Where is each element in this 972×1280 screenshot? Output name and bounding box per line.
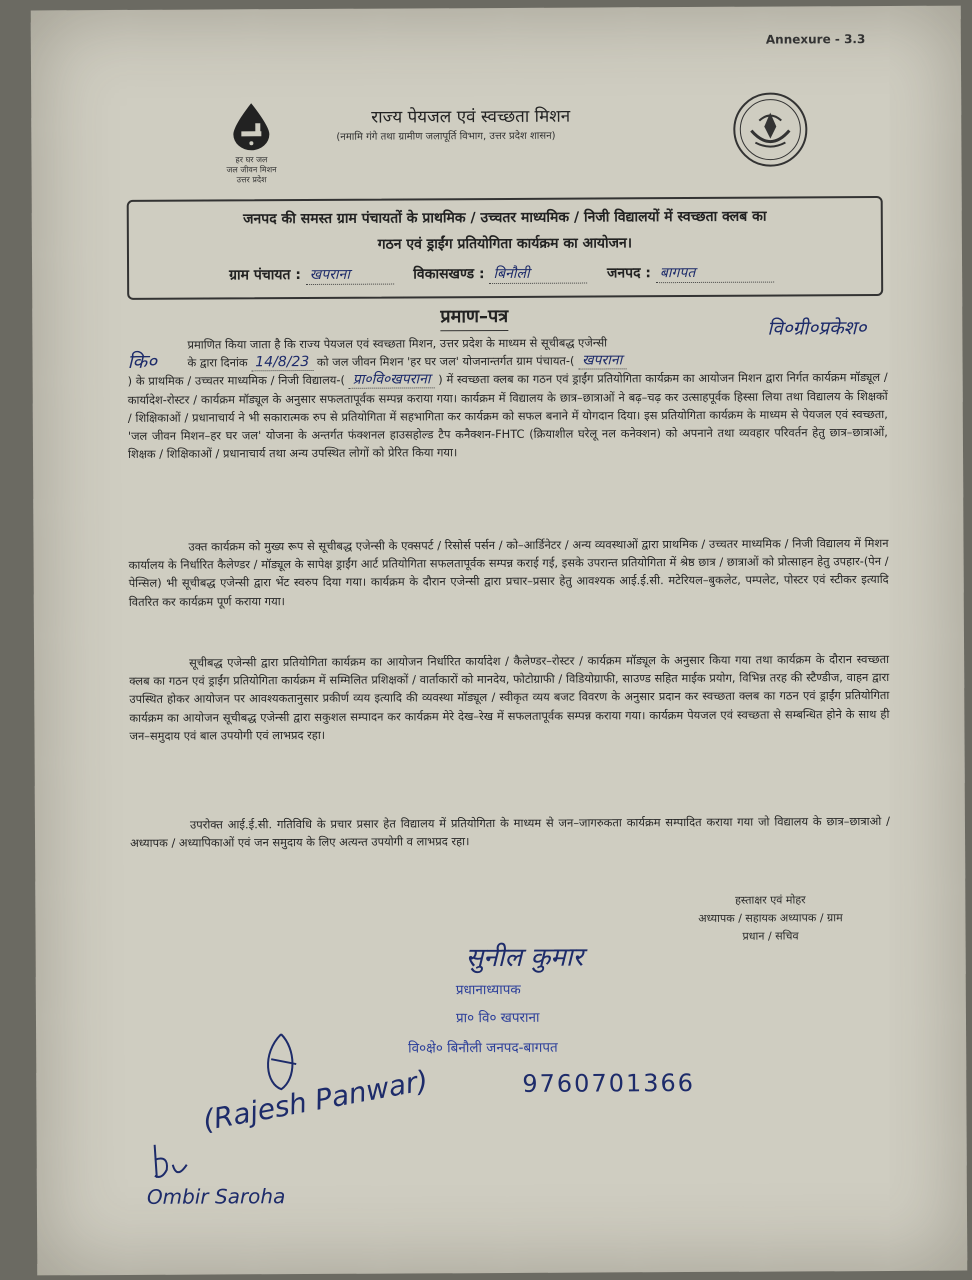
paragraph-1: [127, 332, 888, 463]
signature-caption: [660, 891, 880, 946]
witness-signature-2: Ombir Saroha: [146, 1184, 286, 1209]
location-row: [229, 263, 774, 286]
p1-text-e: ) में स्वच्छता क्लब का गठन एवं ड्राईंग प्रतियोगिता कार्यक्रम का आयोजन मिशन द्वारा निर्गत कार्यक्रम मॉड्यूल / कार्यादेश-रोस्टर / कार्यक्रम मॉड्यूल के अनुसार सफलतापूर्वक सम्पन्न कराया गया। कार्यक्रम में विद्यालय के छात्र–छात्राओं ने बढ़–चढ़ कर उत्साहपूर्वक हिस्सा लिया तथा विद्यालय के शिक्षकों / शिक्षिकाओं / प्रधानाचार्य ने भी सकारात्मक रुप से प्रतियोगिता में सहभागिता कर कार्यक्रम को सफल बनाने में योगदान दिया। इस प्रतियोगिता कार्यक्रम के माध्यम से पेयजल एवं स्वच्छता, 'जल जीवन मिशन–हर घर जल' योजना के अन्तर्गत फंक्शनल हाउसहोल्ड टैप कनैक्शन-FHTC (क्रियाशील घरेलू नल कनेक्शन) को अपनाने तथा व्यवहार परिवर्तन हेतु छात्र–छात्राओं, शिक्षक / शिक्षिकाओं / प्रधानाचार्य तथा अन्य उपस्थित लोगों को प्रेरित किया गया।: [127, 370, 888, 462]
mission-title: राज्य पेयजल एवं स्वच्छता मिशन: [371, 106, 571, 128]
headmaster-signature: सुनील कुमार: [465, 942, 584, 974]
jal-jeevan-mission-logo: [211, 101, 291, 185]
p1-text-a: प्रमाणित किया जाता है कि राज्य पेयजल एवं स्वच्छता मिशन, उत्तर प्रदेश के माध्यम से सूचीबद्ध एजेन्सी: [187, 335, 608, 352]
p1-text-b: के द्वारा दिनांक: [187, 355, 248, 370]
janpad-value: बागपत: [656, 263, 774, 284]
vikaskhand-label: विकासखण्ड :: [413, 266, 485, 283]
signature-caption-line-2: अध्यापक / सहायक अध्यापक / ग्राम: [698, 911, 843, 925]
water-drop-icon: [229, 101, 273, 151]
signature-caption-line-1: हस्ताक्षर एवं मोहर: [735, 893, 806, 907]
paragraph-2: उक्त कार्यक्रम को मुख्य रूप से सूचीबद्ध एजेन्सी के एक्सपर्ट / रिसोर्स पर्सन / को–आर्डिनेटर / अन्य व्यवस्थाओं द्वारा प्राथमिक / उच्चतर माध्यमिक / निजी विद्यालय में मिशन कार्यालय के निर्धारित कैलेण्डर / मॉड्यूल के सापेक्ष ड्राईंग आर्ट प्रतियोगिता सफलतापूर्वक सम्पन्न कराई गई, इसके उपरान्त प्रतियोगिता में श्रेष्ठ छात्र / छात्राओं को प्रोत्साहन हेतु उपहार-(पेन / पेन्सिल) भी सूचीबद्ध एजेन्सी द्वारा भेंट स्वरुप दिया गया। कार्यक्रम के दौरान एजेन्सी द्वारा प्रचार–प्रसार हेतु आवश्यक आई.ई.सी. मटेरियल–बुकलेट, पम्पलेट, पोस्टर एवं स्टीकर इत्यादि वितरित कर कार्यक्रम पूर्ण कराया गया।: [128, 535, 889, 609]
p1-text-c: को जल जीवन मिशन 'हर घर जल' योजनान्तर्गत ग्राम पंचायत-(: [316, 353, 575, 370]
phone-number: 9760701366: [522, 1068, 696, 1098]
agency-name-cont-handwritten: कि०: [127, 350, 157, 373]
up-government-emblem: [731, 90, 809, 172]
initials-scribble-2: [147, 1140, 197, 1185]
subject-line-2: गठन एवं ड्राईंग प्रतियोगिता कार्यक्रम का आयोजन।: [377, 235, 633, 253]
gram-panchayat-value: खपराना: [306, 265, 394, 285]
stamp-line-3: वि०क्षे० बिनौली जनपद-बागपत: [408, 1039, 558, 1057]
signature-caption-line-3: प्रधान / सचिव: [742, 929, 799, 943]
mission-subtitle: (नमामि गंगे तथा ग्रामीण जलापूर्ति विभाग, उत्तर प्रदेश शासन): [336, 130, 556, 143]
paragraph-3: सूचीबद्ध एजेन्सी द्वारा प्रतियोगिता कार्यक्रम का आयोजन निर्धारित कार्यादेश / कैलेण्डर–रोस्टर / कार्यक्रम मॉड्यूल के अनुसार किया गया तथा कार्यक्रम के दौरान स्वच्छता क्लब का गठन एवं ड्राईंग प्रतियोगिता कार्यक्रम में सम्मिलित प्रशिक्षकों / वार्ताकारों को मानदेय, फोटोग्राफी / विडियोग्राफी, साउण्ड सहित माईक प्रयोग, विभिन्न तरह की स्टैण्डीज, वाहन द्वारा उपस्थित होकर आयोजन पर आवश्यकतानुसार प्रकीर्ण व्यय इत्यादि की व्यवस्था मॉड्यूल / स्वीकृत व्यय बजट विवरण के अनुसार प्रदान कर स्वच्छता क्लब का गठन एवं ड्राईंग प्रतियोगिता कार्यक्रम का आयोजन सूचीबद्ध एजेन्सी द्वारा सकुशल सम्पादन कर कार्यक्रम मेरे देख–रेख में सफलतापूर्वक सम्पन्न कराया गया। कार्यक्रम पेयजल एवं स्वच्छता से सम्बन्धित होने के साथ ही जन–समुदाय एवं बाल उपयोगी एवं लाभप्रद रहा।: [129, 651, 890, 743]
janpad-label: जनपद :: [606, 265, 652, 282]
p1-text-d: ) के प्राथमिक / उच्चतर माध्यमिक / निजी विद्यालय-(: [127, 373, 345, 389]
logo-tagline: हर घर जल जल जीवन मिशन उत्तर प्रदेश: [226, 155, 277, 185]
stamp-line-2: प्रा० वि० खपराना: [455, 1009, 540, 1027]
gram-panchayat-label: ग्राम पंचायत :: [229, 267, 301, 284]
school-name-handwritten: प्रा०वि०खपराना: [349, 372, 435, 389]
gram-panchayat-handwritten: खपराना: [578, 353, 626, 370]
witness-signature-1: (Rajesh Panwar): [200, 1063, 431, 1138]
certificate-page: [31, 6, 968, 1276]
subject-box: [127, 196, 884, 300]
paragraph-4: उपरोक्त आई.ई.सी. गतिविधि के प्रचार प्रसार हेत विद्यालय में प्रतियोगिता के माध्यम से जन–जागरुकता कार्यक्रम सम्पादित कराया गया जो विद्यालय के छात्र–छात्राओ / अध्यापक / अध्यापिकाओं एवं जन समुदाय के लिए अत्यन्त उपयोगी व लाभप्रद रहा।: [130, 813, 890, 851]
subject-line-1: जनपद की समस्त ग्राम पंचायतों के प्राथमिक / उच्चतर माध्यमिक / निजी विद्यालयों में स्वच्छता क्लब का: [243, 208, 767, 228]
vikaskhand-value: बिनौली: [489, 264, 587, 285]
agency-name-handwritten: वि०ग्री०प्रकेश०: [767, 317, 867, 340]
program-date: 14/8/23: [251, 354, 313, 371]
annexure-label: Annexure - 3.3: [765, 32, 866, 47]
certificate-title: प्रमाण–पत्र: [440, 305, 509, 328]
stamp-line-1: प्रधानाध्यापक: [455, 981, 521, 999]
